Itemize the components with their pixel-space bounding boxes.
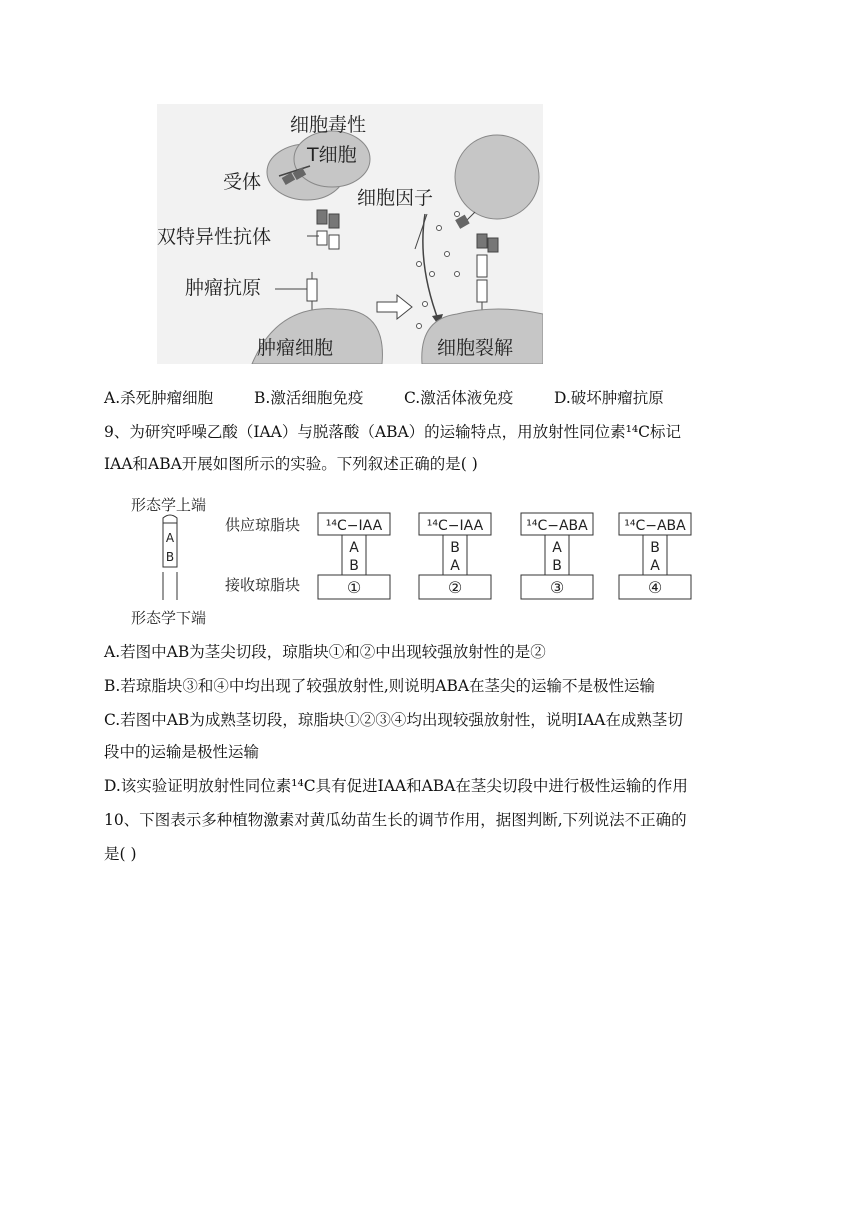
cytokine-label: 细胞因子 (357, 187, 434, 209)
q9-option-a: A.若图中AB为茎尖切段，琼脂块①和②中出现较强放射性的是② (104, 643, 546, 661)
segment-upper-letter: A (552, 540, 562, 556)
receiver-agar-number: ② (447, 578, 463, 597)
t-cell-right (455, 135, 539, 219)
q10-stem-line-1: 10、下图表示多种植物激素对黄瓜幼苗生长的调节作用，据图判断,下列说法不正确的 (104, 811, 687, 829)
supply-agar-text: ¹⁴C−IAA (325, 518, 383, 534)
q9-option-c-line-1: C.若图中AB为成熟茎切段，琼脂块①②③④均出现较强放射性，说明IAA在成熟茎切 (104, 711, 683, 729)
segment-lower-letter: B (349, 558, 359, 574)
segment-upper-letter: A (349, 540, 359, 556)
receiver-agar-number: ① (346, 578, 362, 597)
stem-label-b: B (165, 550, 175, 564)
tumor-cell-label: 肿瘤细胞 (257, 337, 334, 359)
q9-option-c-line-2: 段中的运输是极性运输 (104, 743, 260, 761)
apical-end-label: 形态学上端 (131, 496, 207, 514)
segment-lower-letter: A (650, 558, 660, 574)
basal-end-label: 形态学下端 (131, 609, 207, 627)
receiver-block-label: 接收琼脂块 (225, 576, 301, 594)
supply-agar-text: ¹⁴C−IAA (426, 518, 484, 534)
receptor-label: 受体 (223, 171, 262, 193)
q10-stem-line-2: 是( ) (104, 845, 137, 863)
supply-block-label: 供应琼脂块 (225, 516, 301, 534)
q9-stem-line-2: IAA和ABA开展如图所示的实验。下列叙述正确的是( ) (104, 455, 478, 473)
q9-option-d: D.该实验证明放射性同位素¹⁴C具有促进IAA和ABA在茎尖切段中进行极性运输的作用 (104, 777, 688, 795)
t-cell-label-2: T细胞 (307, 144, 357, 166)
bispecific-antibody-figure (157, 104, 543, 364)
q9-stem-line-1: 9、为研究呼噪乙酸（IAA）与脱落酸（ABA）的运输特点，用放射性同位素¹⁴C标记 (104, 423, 681, 441)
bispecific-antibody-label: 双特异性抗体 (157, 226, 272, 248)
q8-options (104, 388, 664, 408)
supply-agar-text: ¹⁴C−ABA (526, 518, 588, 534)
segment-lower-letter: B (552, 558, 562, 574)
q9-option-b: B.若琼脂块③和④中均出现了较强放射性,则说明ABA在茎尖的运输不是极性运输 (104, 677, 656, 695)
supply-agar-text: ¹⁴C−ABA (624, 518, 686, 534)
q8-option-a: A.杀死肿瘤细胞 (104, 389, 214, 407)
cell-lysis-label: 细胞裂解 (437, 337, 514, 359)
q8-option-d: D.破坏肿瘤抗原 (554, 389, 664, 407)
receiver-agar-number: ③ (549, 578, 565, 597)
segment-upper-letter: B (650, 540, 660, 556)
receiver-agar-number: ④ (647, 578, 663, 597)
q8-option-c: C.激活体液免疫 (404, 389, 514, 407)
segment-upper-letter: B (450, 540, 460, 556)
agar-block-figure (125, 488, 700, 628)
stem-tip (163, 515, 177, 523)
segment-lower-letter: A (450, 558, 460, 574)
stem-label-a: A (165, 531, 175, 545)
tumor-antigen-label: 肿瘤抗原 (185, 277, 262, 299)
t-cell-label-1: 细胞毒性 (290, 114, 367, 136)
q8-option-b: B.激活细胞免疫 (254, 389, 364, 407)
